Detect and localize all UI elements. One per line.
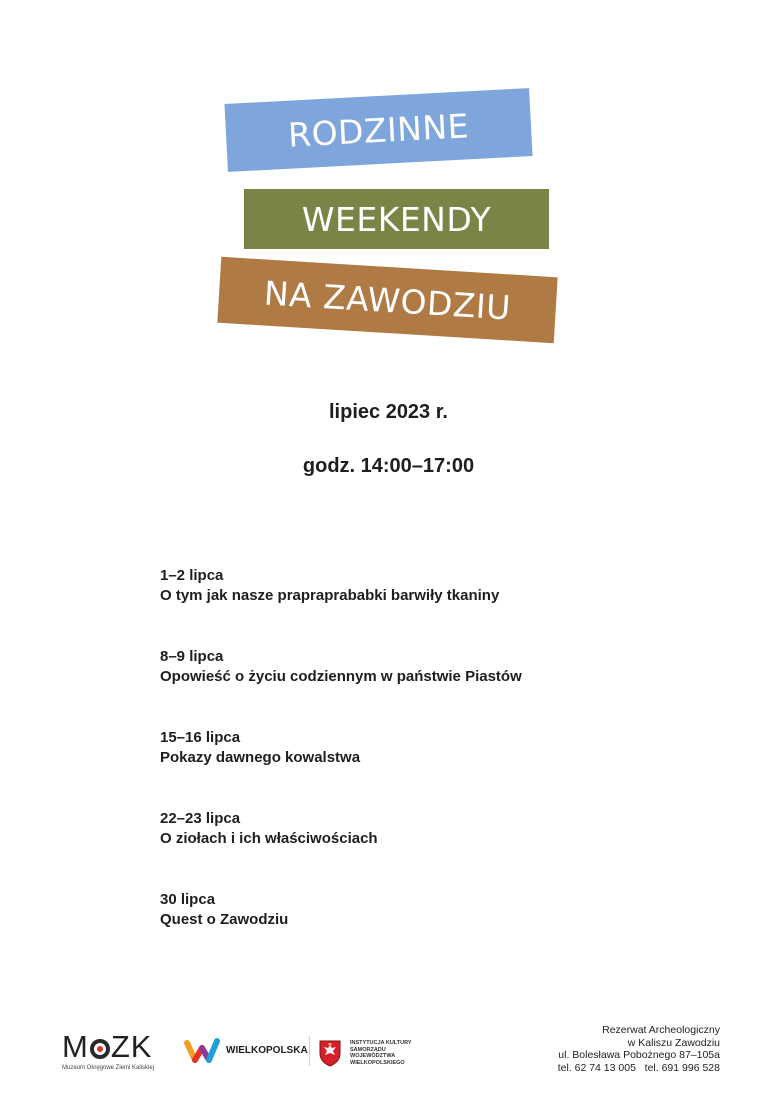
- events-list: [160, 566, 680, 971]
- institution-line: INSTYTUCJA KULTURY: [350, 1040, 412, 1046]
- event-date: 1–2 lipca: [160, 567, 224, 584]
- institution-text: [350, 1040, 420, 1066]
- mozk-subtitle: Muzeum Okręgowe Ziemi Kaliskiej: [62, 1065, 155, 1071]
- list-item: [160, 890, 680, 930]
- institution-line: SAMORZĄDU: [350, 1046, 386, 1053]
- event-title: Quest o Zawodziu: [160, 911, 289, 928]
- event-date: 8–9 lipca: [160, 648, 224, 665]
- event-title: O tym jak nasze prapraprababki barwiły tkaniny: [160, 587, 500, 604]
- mozk-target-icon: [90, 1039, 110, 1059]
- event-month: lipiec 2023 r.: [329, 401, 448, 423]
- address-line: w Kaliszu Zawodziu: [627, 1036, 720, 1049]
- address-line: ul. Bolesława Pobożnego 87–105a: [558, 1049, 720, 1061]
- event-title: Opowieść o życiu codziennym w państwie Piastów: [160, 668, 522, 685]
- wielkopolska-w-icon: [184, 1036, 220, 1064]
- mozk-m: M: [62, 1029, 89, 1064]
- list-item: [160, 647, 680, 687]
- banner-weekendy: [244, 189, 549, 249]
- banner-rodzinne-text: RODZINNE: [287, 105, 470, 155]
- institution-line: WOJEWÓDZTWA: [350, 1053, 396, 1059]
- address-line: Rezerwat Archeologiczny: [602, 1024, 720, 1036]
- event-title: O ziołach i ich właściwościach: [160, 830, 378, 847]
- list-item: [160, 809, 680, 849]
- address-block: [558, 1024, 720, 1074]
- banner-na-zawodziu: [217, 257, 557, 343]
- banner-rodzinne: [224, 88, 532, 172]
- address-line: tel. 62 74 13 005 tel. 691 996 528: [557, 1061, 720, 1074]
- event-title: Pokazy dawnego kowalstwa: [160, 749, 361, 766]
- mozk-wordmark: [62, 1031, 172, 1063]
- event-date: 15–16 lipca: [160, 729, 241, 746]
- wielkopolska-logo: [184, 1036, 308, 1064]
- event-date: 30 lipca: [160, 891, 216, 908]
- banner-na-zawodziu-text: NA ZAWODZIU: [262, 272, 513, 328]
- institution-line: WIELKOPOLSKIEGO: [350, 1059, 405, 1066]
- banner-weekendy-text: WEEKENDY: [301, 199, 492, 239]
- list-item: [160, 728, 680, 768]
- event-hours: godz. 14:00–17:00: [302, 455, 475, 477]
- event-date: 22–23 lipca: [160, 810, 241, 827]
- wielkopolska-label: WIELKOPOLSKA: [226, 1044, 308, 1056]
- list-item: [160, 566, 680, 606]
- eagle-crest-icon: [318, 1039, 342, 1067]
- mozk-zk: ZK: [110, 1029, 153, 1064]
- mozk-logo: [62, 1031, 172, 1071]
- logo-divider: [309, 1036, 310, 1066]
